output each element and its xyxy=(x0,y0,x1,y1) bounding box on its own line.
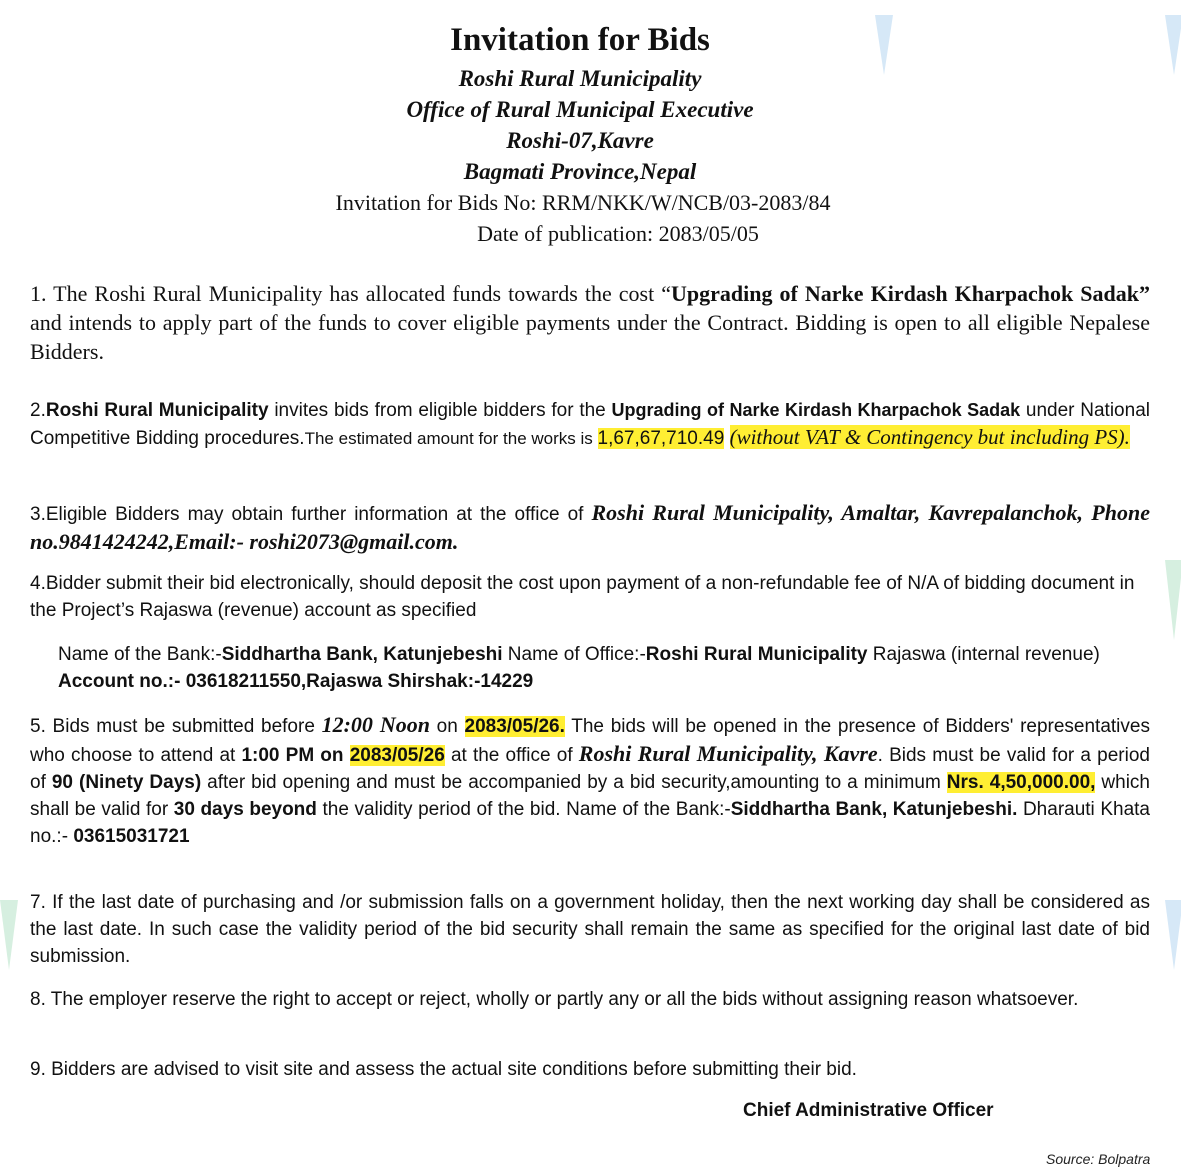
header-address: Roshi-07,Kavre xyxy=(506,128,654,153)
paragraph-8: 8. The employer reserve the right to accept or reject, wholly or partly any or all the bids without assigning reason whatsoever. xyxy=(30,989,1079,1010)
ifb-number: Invitation for Bids No: RRM/NKK/W/NCB/03-2083/84 xyxy=(335,190,831,215)
paragraph-2: 2.Roshi Rural Municipality invites bids from eligible bidders for the Upgrading of Narke Kirdash Kharpachok Sadak under National Competitive Bidding procedures.The estimated amount for the works is 1,67,67,710.49 (without VAT & Contingency but including PS). xyxy=(30,400,1150,449)
paragraph-3: 3.Eligible Bidders may obtain further information at the office of Roshi Rural Municipality, Amaltar, Kavrepalanchok, Phone no.9841424242,Email:- roshi2073@gmail.com. xyxy=(30,500,1150,554)
source-note: Source: Bolpatra xyxy=(1046,1151,1151,1167)
paragraph-9: 9. Bidders are advised to visit site and assess the actual site conditions before submitting their bid. xyxy=(30,1059,857,1080)
paragraph-4-bank: Name of the Bank:-Siddhartha Bank, Katunjebeshi Name of Office:-Roshi Rural Municipality Rajaswa (internal revenue) Account no.:- 03618211550,Rajaswa Shirshak:-14229 xyxy=(58,644,1100,692)
bid-security-amount: Nrs. 4,50,000.00, xyxy=(946,772,1096,793)
paragraph-1: 1. The Roshi Rural Municipality has allocated funds towards the cost “Upgrading of Narke Kirdash Kharpachok Sadak” and intends to apply part of the funds to cover eligible payments under the Contract. Bidding is open to all eligible Nepalese Bidders. xyxy=(30,281,1150,364)
paragraph-7: 7. If the last date of purchasing and /or submission falls on a government holiday, then the next working day shall be considered as the last date. In such case the validity period of the bid security shall remain the same as specified for the original last date of bid submission. xyxy=(30,892,1150,967)
paragraph-4: 4.Bidder submit their bid electronically, should deposit the cost upon payment of a non-refundable fee of N/A of bidding document in the Project’s Rajaswa (revenue) account as specified xyxy=(30,573,1135,621)
header-org: Roshi Rural Municipality xyxy=(458,66,702,91)
paragraph-5: 5. Bids must be submitted before 12:00 Noon on 2083/05/26. The bids will be opened in the presence of Bidders' representatives who choose to attend at 1:00 PM on 2083/05/26 at the office of Roshi Rural Municipality, Kavre. Bids must be valid for a period of 90 (Ninety Days) after bid opening and must be accompanied by a bid security,amounting to a minimum Nrs. 4,50,000.00, which shall be valid for 30 days beyond the validity period of the bid. Name of the Bank:-Siddhartha Bank, Katunjebeshi. Dharauti Khata no.:- 03615031721 xyxy=(30,712,1151,847)
submission-date: 2083/05/26. xyxy=(464,716,565,737)
decor-triangle-icon xyxy=(1165,15,1181,75)
estimated-amount: 1,67,67,710.49 xyxy=(597,428,725,449)
header-office: Office of Rural Municipal Executive xyxy=(406,97,754,122)
signature-title: Chief Administrative Officer xyxy=(743,1100,994,1121)
header-province: Bagmati Province,Nepal xyxy=(463,159,697,184)
decor-triangle-icon xyxy=(0,900,18,970)
decor-triangle-icon xyxy=(1165,900,1181,970)
publication-date: Date of publication: 2083/05/05 xyxy=(477,221,759,246)
decor-triangle-icon xyxy=(1165,560,1181,640)
document-title: Invitation for Bids xyxy=(450,22,710,58)
opening-date: 2083/05/26 xyxy=(349,745,445,766)
